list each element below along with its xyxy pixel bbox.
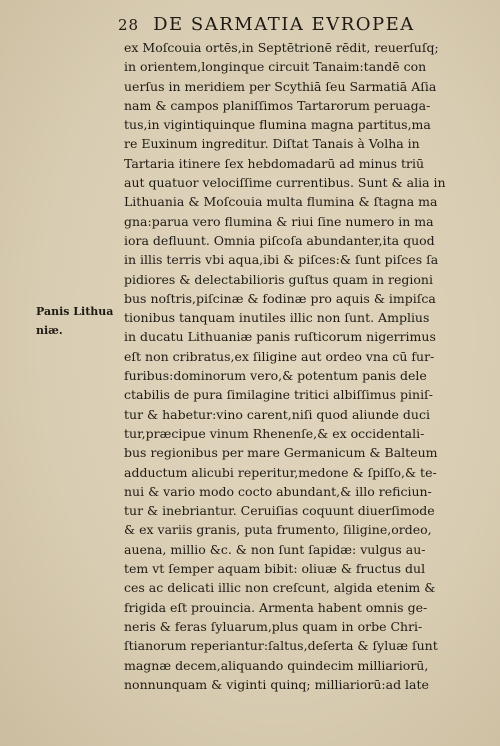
text-line: re Euxinum ingreditur. Diſtat Tanais à Volha in [124,136,420,152]
text-line: nonnunquam & viginti quinq; milliariorū:ad late [124,676,429,692]
text-line: adductum alicubi reperitur,medone & ſpiſſo,& te- [124,464,437,480]
text-line: uerſus in meridiem per Scythiā ſeu Sarmatiā Aſia [124,78,437,94]
text-line: aut quatuor velociſſime currentibus. Sunt & alia in [124,175,446,191]
text-line: Lithuania & Moſcouia multa flumina & ſtagna ma [124,194,438,210]
text-line: ſtianorum reperiantur:ſaltus,deſerta & ſyluæ ſunt [124,638,438,654]
text-line: in orientem,longinque circuit Tanaim:tandē con [124,59,427,75]
margin-note-line: Panis Lithua [36,305,114,318]
text-line: bus noſtris,piſcinæ & fodinæ pro aquis & impiſca [124,290,436,306]
text-line: frigida eſt prouincia. Armenta habent omnis ge- [124,599,428,615]
text-line: auena, millio &c. & non ſunt ſapidæ: vulgus au- [124,541,426,557]
text-line: furibus:dominorum vero,& potentum panis dele [124,368,427,384]
text-line: ctabilis de pura ſimilagine tritici albiſſimus piniſ- [124,387,433,403]
text-line: eſt non cribratus,ex ſiligine aut ordeo vna cū fur- [124,348,435,364]
running-head [118,14,448,35]
text-line: magnæ decem,aliquando quindecim milliariorū, [124,657,429,673]
text-line: in ducatu Lithuaniæ panis ruſticorum nigerrimus [124,329,436,345]
text-line: ex Moſcouia ortēs,in Septētrionē rēdit, reuerſuſq; [124,40,439,55]
text-line: Tartaria itinere ſex hebdomadarū ad minus triū [124,155,425,171]
text-line: pidiores & delectabilioris guſtus quam in regioni [124,271,433,287]
text-line: tur & habetur:vino carent,niſi quod aliunde duci [124,406,430,422]
text-line: tionibus tanquam inutiles illic non ſunt. Amplius [124,310,430,326]
text-line: bus regionibus per mare Germanicum & Balteum [124,445,438,461]
text-line: & ex variis granis, puta frumento, ſiligine,ordeo, [124,522,432,538]
text-line: iora defluunt. Omnia piſcoſa abundanter,ita quod [124,232,435,248]
text-line: tem vt ſemper aquam bibit: oliuæ & fructus dul [124,561,426,577]
page-number: 28 [118,16,140,34]
text-line: in illis terris vbi aqua,ibi & piſces:& ſunt piſces ſa [124,252,439,268]
text-line: gna:parua vero flumina & riui ſine numero in ma [124,213,434,229]
text-line: nam & campos planiſſimos Tartarorum peruaga- [124,97,431,113]
text-line: tur & inebriantur. Ceruiſias coquunt diuerſimode [124,503,435,519]
margin-note [36,302,118,340]
text-line: ces ac delicati illic non creſcunt, algida etenim & [124,580,436,596]
text-line: tus,in vigintiquinque flumina magna partitus,ma [124,117,431,133]
body-text [124,38,464,694]
page-title: DE SARMATIA EVROPEA [153,14,415,35]
text-line: tur,præcipue vinum Rhenenſe,& ex occidentali- [124,425,425,441]
margin-note-line: niæ. [36,324,63,337]
text-line: neris & feras ſyluarum,plus quam in orbe Chri- [124,618,423,634]
text-line: nui & vario modo cocto abundant,& illo reficiun- [124,483,432,499]
